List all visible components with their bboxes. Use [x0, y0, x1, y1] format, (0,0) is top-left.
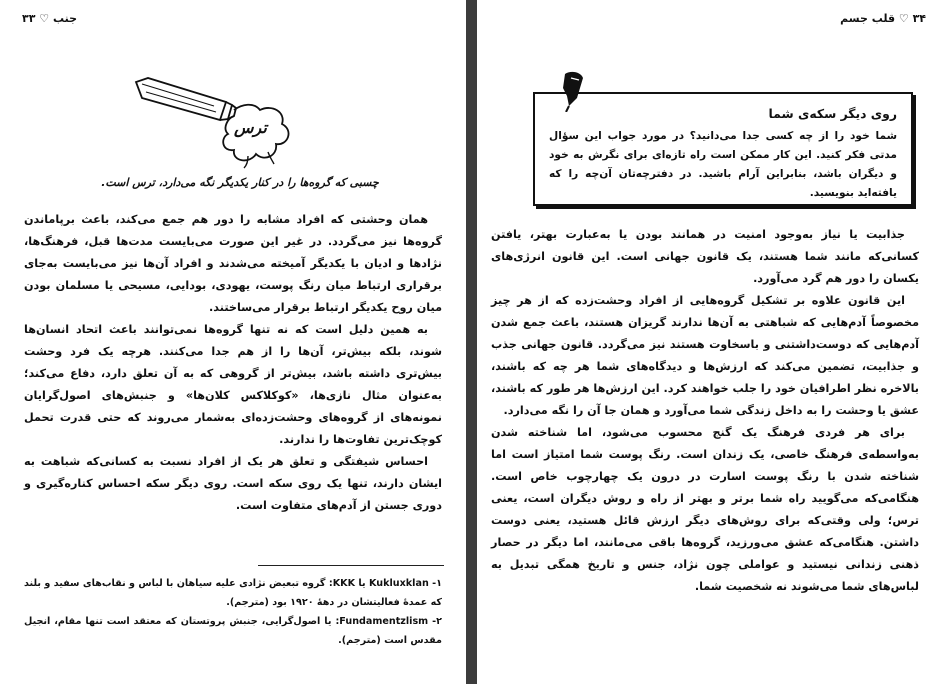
paragraph: جذابیت یا نیاز به‌وجود امنیت در همانند بودن یا به‌عبارت بهتر، یافتن کسانی‌که مانند شما هستند، یک قانون جهانی است. این قانون انرژی‌های یکسان را دور هم گرد می‌آورد. [491, 228, 919, 285]
paragraph: احساس شیفتگی و تعلق هر یک از افراد نسبت به کسانی‌که شباهت به ایشان دارند، تنها یک روی سکه است. روی دیگر سکه احساس کناره‌گیری و دوری جستن از آدم‌های متفاوت است. [24, 455, 442, 512]
exercise-box-text: شما خود را از چه کسی جدا می‌دانید؟ در مورد جواب این سؤال مدتی فکر کنید. این کار ممکن است راه تازه‌ای برای نگرش به خود و دیگران باشد، بنابراین آرام باشید. در دفترچه‌تان آن‌چه را که یافته‌اید بنویسید. [549, 130, 897, 199]
illustration-label: ترس [234, 118, 267, 137]
exercise-box-title: روی دیگر سکه‌ی شما [768, 106, 897, 121]
illustration-caption: چسبی که گروه‌ها را در کنار یکدیگر نگه می‌دارد، ترس است. [101, 176, 379, 189]
left-body-text [24, 209, 442, 517]
paragraph: همان وحشتی که افراد مشابه را دور هم جمع می‌کند، باعث برپاماندن گروه‌ها نیز می‌گردد. در غیر این صورت می‌بایست مدت‌ها قبل، فرهنگ‌ها، نژادها و ادیان با یکدیگر آمیخته می‌شدند و افراد آن‌ها نیز می‌بایست به‌جای برقراری ارتباط میان رنگ پوست، یهودی، بودایی، مسیحی یا مسلمان بودن میان روح یکدیگر ارتباط برقرار می‌ساختند. [24, 213, 442, 314]
book-gutter [466, 0, 477, 684]
pencil-icon [555, 68, 591, 112]
right-page [477, 0, 948, 684]
footnotes [24, 574, 442, 650]
paragraph: این قانون علاوه بر تشکیل گروه‌هایی از افراد وحشت‌زده که از هر چیز مخصوصاً آدم‌هایی که شباهتی به آن‌ها ندارند گریزان هستند، باعث جمع شدن آدم‌هایی که دوست‌داشتنی و باسخاوت هستند نیز می‌گردد. قانون جهانی جذب و جذابیت، تضمین می‌کند که ارزش‌ها و دیدگاه‌های شما هر چه که باشند، بالاخره نظر اطرافیان خود را جلب خواهند کرد. این ارزش‌ها هر طور که باشند، عشق یا وحشت را به داخل زندگی شما می‌آورد و همان جا آن را نگه می‌دارد. [491, 294, 919, 417]
left-page [0, 0, 466, 684]
left-running-head: جنب ♡ ۳۳ [22, 12, 78, 25]
footnote: ۱- Kukluxklan یا KKK: گروه تبعیض نژادی علیه سیاهان با لباس و نقاب‌های سفید و بلند که عمدهٔ فعالیتشان در دههٔ ۱۹۲۰ بود (مترجم). [24, 578, 443, 608]
right-body-text [491, 224, 919, 598]
glue-tube-illustration [128, 72, 298, 172]
paragraph: برای هر فردی فرهنگ یک گنج محسوب می‌شود، اما شناخته شدن به‌واسطه‌ی فرهنگ خاصی، یک زندان است. رنگ پوست شما امتیاز است اما شناخته شدن با رنگ پوست اسارت در درون یک چهارچوب خاص است. هنگامی‌که می‌گویید راه شما برتر و بهتر از راه و روش دیگران است، یعنی ترس؛ ولی وقتی‌که برای روش‌های دیگر ارزش قائل هستید، یعنی دوست داشتن. هنگامی‌که عشق می‌ورزید، گروه‌ها باقی می‌مانند، اما دیگر در حصار ذهنی زندانی نیستید و عواملی چون نژاد، جنس و تاریخ همگی تبدیل به لباس‌های شما می‌شوند نه شخصیت شما. [491, 426, 919, 593]
footnote-divider [258, 565, 444, 566]
paragraph: به همین دلیل است که نه تنها گروه‌ها نمی‌توانند باعث اتحاد انسان‌ها شوند، بلکه بیش‌تر، آن‌ها را از هم جدا می‌کنند. هرچه یک فرد وحشت بیش‌تری داشته باشد، بیش‌تر از گروهی که به آن تعلق دارد، دفاع می‌کند؛ به‌عنوان مثال نازی‌ها، «کوکلاکس کلان‌ها» و جنبش‌های اصول‌گرایان نمونه‌های از گروه‌های وحشت‌زده‌ای به‌شمار می‌روند که حتی قدرت تحمل کوچک‌ترین تفاوت‌ها را ندارند. [24, 323, 442, 446]
footnote: ۲- Fundamentzlism: یا اصول‌گرایی، جنبش پروتستان که معتقد است تنها مقام، انجیل مقدس است (مترجم). [24, 616, 442, 646]
right-running-head: ۳۴ ♡ قلب جسم [840, 12, 926, 25]
